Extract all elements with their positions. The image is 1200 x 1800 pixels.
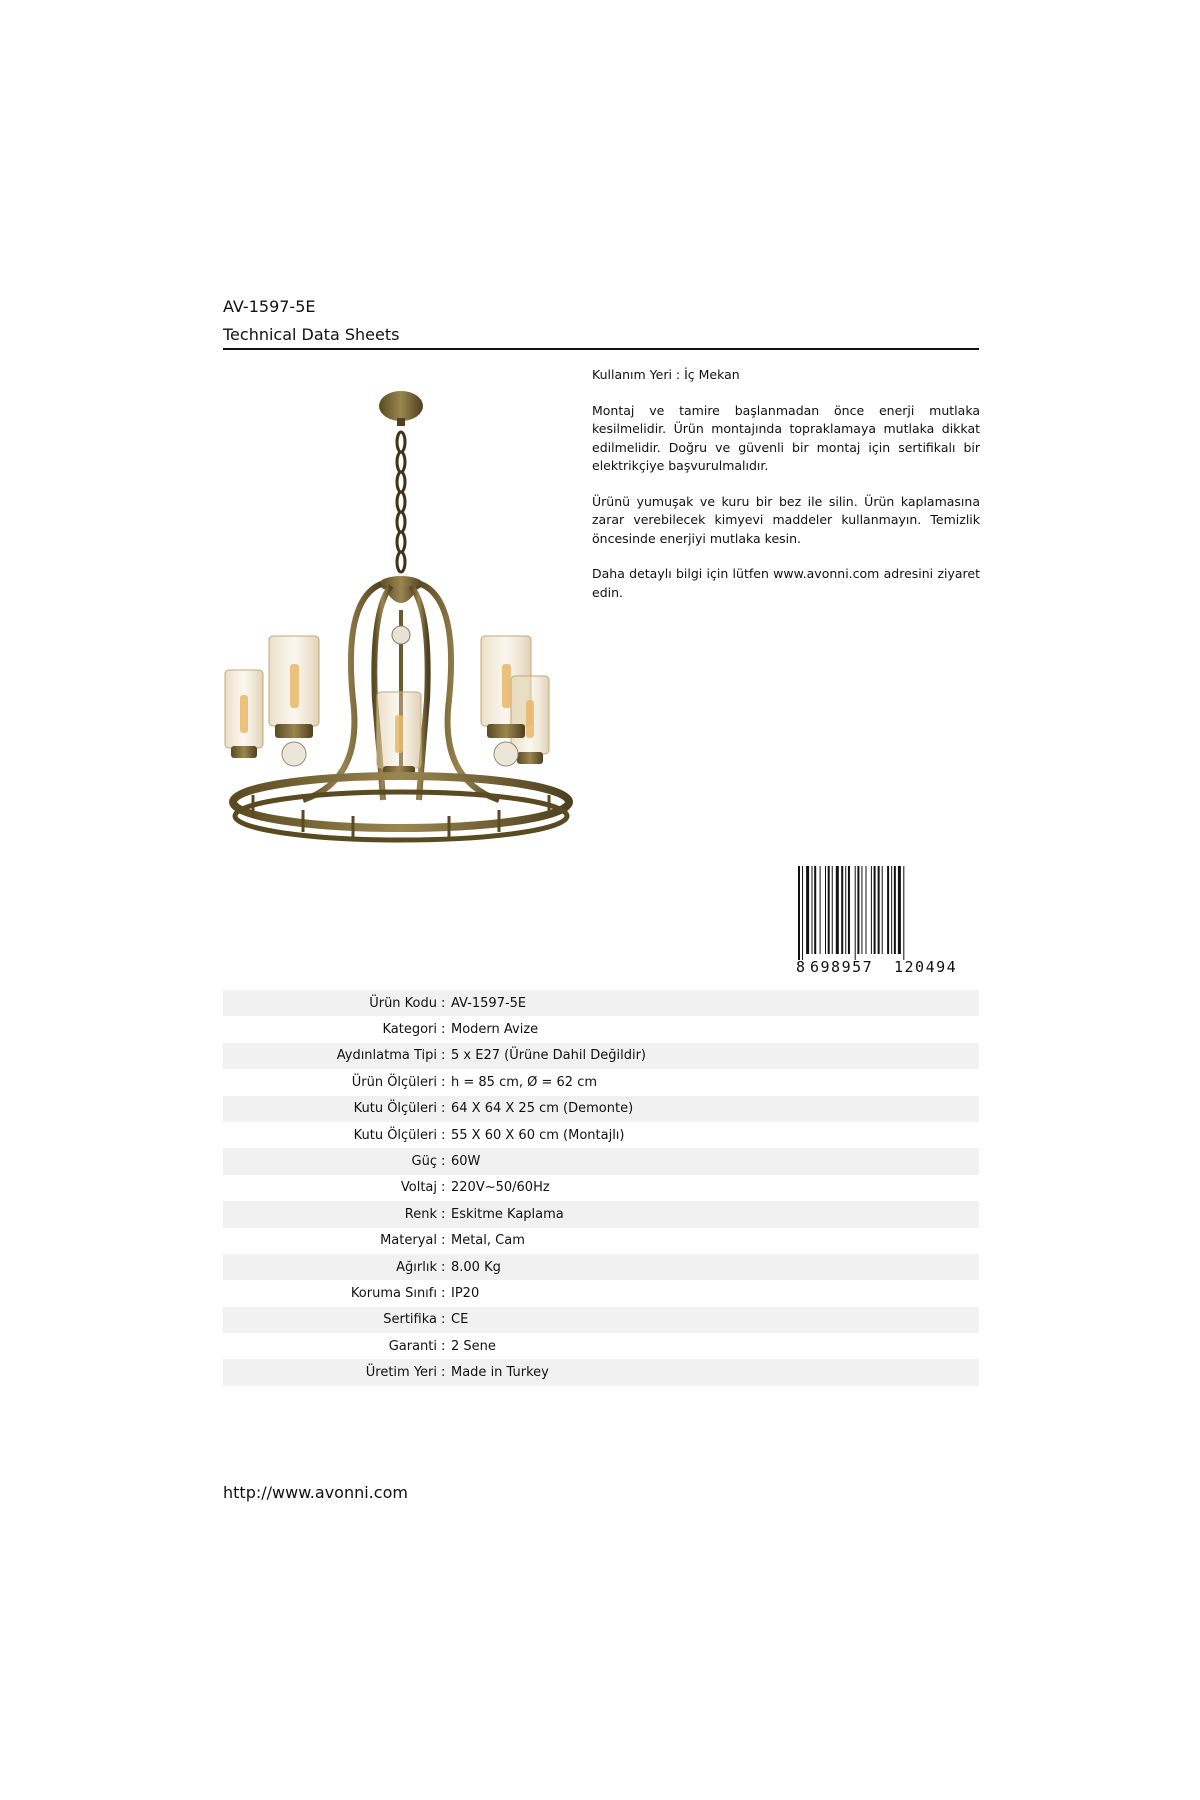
spec-value: Modern Avize <box>451 1022 539 1038</box>
barcode-bar <box>878 866 880 954</box>
barcode-digits-right: 120494 <box>894 958 958 974</box>
barcode-bar <box>903 866 904 960</box>
barcode-digit-prefix: 8 <box>796 958 806 974</box>
spec-separator: : <box>441 1285 446 1301</box>
barcode-bar <box>894 866 896 954</box>
spec-label: Aydınlatma Tipi <box>336 1048 437 1064</box>
barcode-bar <box>891 866 892 954</box>
usage-location: Kullanım Yeri : İç Mekan <box>592 367 740 382</box>
spec-separator: : <box>441 1259 446 1275</box>
spec-label: Güç <box>411 1154 437 1170</box>
spec-label: Kategori <box>382 1022 437 1038</box>
spec-row <box>223 1280 979 1306</box>
spec-row <box>223 1333 979 1359</box>
spec-separator: : <box>441 1101 446 1117</box>
spec-label: Üretim Yeri <box>365 1365 437 1381</box>
product-code: AV-1597-5E <box>223 297 316 316</box>
footer-url[interactable]: http://www.avonni.com <box>223 1483 408 1502</box>
barcode-bar <box>874 866 876 954</box>
installation-warning: Montaj ve tamire başlanmadan önce enerji mutlaka kesilmelidir. Ürün montajında topraklamaya mutlaka dikkat edilmelidir. Doğru ve güvenli bir montaj için sertifikalı bir elektrikçiye başvurulmalıdır. <box>592 402 980 473</box>
spec-value: 5 x E27 (Ürüne Dahil Değildir) <box>451 1048 646 1064</box>
spec-label: Materyal <box>380 1233 437 1249</box>
barcode-bar <box>857 866 859 954</box>
spec-label: Ürün Kodu <box>369 995 437 1011</box>
spec-separator: : <box>441 1365 446 1381</box>
spec-label: Ağırlık <box>396 1259 437 1275</box>
barcode-bars <box>798 866 904 960</box>
spec-value: 220V~50/60Hz <box>451 1180 550 1196</box>
spec-row <box>223 1201 979 1227</box>
barcode-bar <box>861 866 862 954</box>
spec-separator: : <box>441 1180 446 1196</box>
spec-separator: : <box>441 1206 446 1222</box>
spec-label: Kutu Ölçüleri <box>353 1127 437 1143</box>
barcode-bar <box>866 866 867 954</box>
barcode-bar <box>882 866 883 954</box>
barcode-bar <box>898 866 901 954</box>
spec-separator: : <box>441 1022 446 1038</box>
usage-info <box>592 366 980 619</box>
spec-row <box>223 1359 979 1385</box>
spec-separator: : <box>441 1233 446 1249</box>
spec-label: Garanti <box>388 1338 437 1354</box>
barcode-bar <box>832 866 833 954</box>
barcode-bar <box>798 866 800 960</box>
spec-row <box>223 1148 979 1174</box>
spec-row <box>223 1175 979 1201</box>
spec-row <box>223 990 979 1016</box>
spec-label: Renk <box>404 1206 437 1222</box>
spec-label: Kutu Ölçüleri <box>353 1101 437 1117</box>
spec-row <box>223 1122 979 1148</box>
spec-row <box>223 1228 979 1254</box>
spec-separator: : <box>441 1074 446 1090</box>
spec-value: CE <box>451 1312 469 1328</box>
barcode-bar <box>887 866 889 954</box>
chandelier-image <box>223 370 583 950</box>
spec-value: h = 85 cm, Ø = 62 cm <box>451 1074 598 1090</box>
barcode-bar <box>802 866 803 960</box>
spec-value: 55 X 60 X 60 cm (Montajlı) <box>451 1127 625 1143</box>
spec-separator: : <box>441 995 446 1011</box>
cleaning-instructions: Ürünü yumuşak ve kuru bir bez ile silin. Ürün kaplamasına zarar verebilecek kimyevi maddeler kullanmayın. Temizlik öncesinde enerjiyi mutlaka kesin. <box>592 493 980 546</box>
header-divider <box>223 348 979 350</box>
spec-separator: : <box>441 1048 446 1064</box>
spec-label: Koruma Sınıfı <box>350 1285 437 1301</box>
barcode-digits-left: 698957 <box>810 958 874 974</box>
barcode-bar <box>828 866 830 954</box>
spec-separator: : <box>441 1127 446 1143</box>
spec-separator: : <box>441 1312 446 1328</box>
barcode-bar <box>806 866 809 954</box>
barcode-bar <box>812 866 813 954</box>
spec-value: 2 Sene <box>451 1338 496 1354</box>
spec-table <box>223 990 979 1386</box>
spec-value: 64 X 64 X 25 cm (Demonte) <box>451 1101 634 1117</box>
barcode-bar <box>841 866 843 954</box>
spec-value: Made in Turkey <box>451 1365 549 1381</box>
barcode-bar <box>825 866 826 954</box>
spec-value: 8.00 Kg <box>451 1259 501 1275</box>
barcode <box>796 866 979 974</box>
spec-row <box>223 1096 979 1122</box>
spec-row <box>223 1254 979 1280</box>
spec-value: 60W <box>451 1154 481 1170</box>
spec-separator: : <box>441 1338 446 1354</box>
document-subtitle: Technical Data Sheets <box>223 325 400 344</box>
barcode-bar <box>845 866 846 954</box>
barcode-bar <box>836 866 839 954</box>
spec-value: Metal, Cam <box>451 1233 525 1249</box>
spec-label: Ürün Ölçüleri <box>351 1074 437 1090</box>
spec-separator: : <box>441 1154 446 1170</box>
spec-value: IP20 <box>451 1285 480 1301</box>
barcode-bar <box>855 866 856 960</box>
spec-label: Voltaj <box>400 1180 437 1196</box>
spec-value: Eskitme Kaplama <box>451 1206 564 1222</box>
spec-row <box>223 1043 979 1069</box>
spec-row <box>223 1069 979 1095</box>
barcode-bar <box>871 866 872 954</box>
barcode-bar <box>848 866 850 954</box>
spec-row <box>223 1016 979 1042</box>
spec-value: AV-1597-5E <box>451 995 527 1011</box>
spec-row <box>223 1307 979 1333</box>
barcode-bar <box>814 866 816 954</box>
more-info-note: Daha detaylı bilgi için lütfen www.avonni.com adresini ziyaret edin. <box>592 566 980 600</box>
barcode-bar <box>820 866 821 954</box>
spec-label: Sertifika <box>383 1312 437 1328</box>
